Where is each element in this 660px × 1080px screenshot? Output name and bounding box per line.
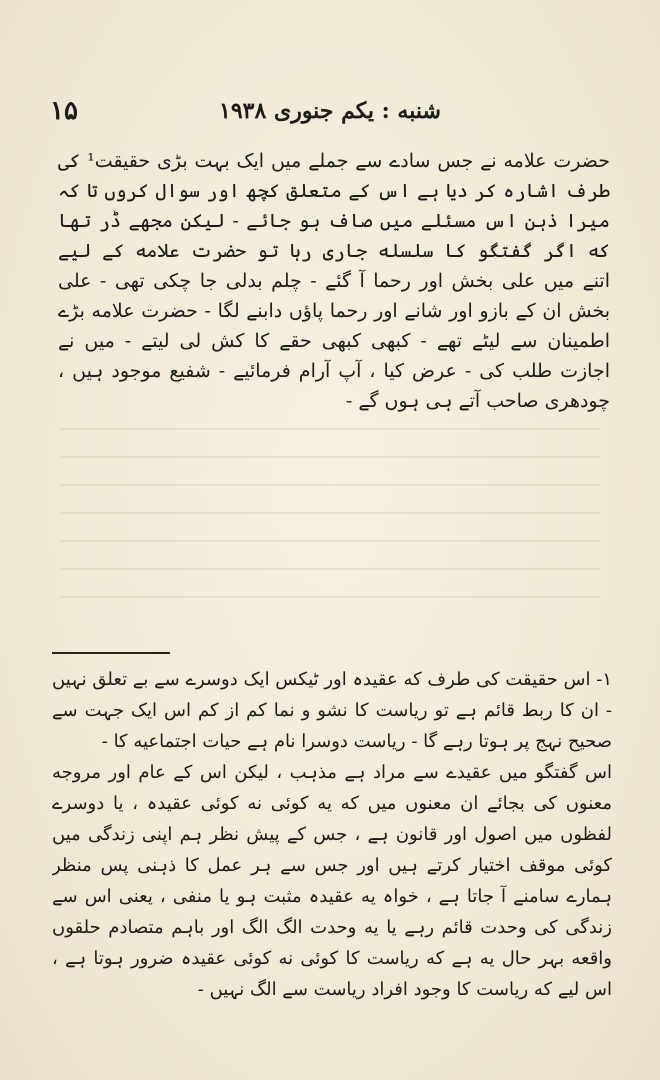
footnote-divider: [52, 652, 170, 654]
footnote-1-conclusion: واقعه بہر حال یه ہے که ریاست کا کوئی نه کوئی عقیدہ ضرور ہوتا ہے ، اس لیے که ریاست کا وجود افراد ریاست سے الگ نہیں -: [52, 948, 612, 1000]
page-header: [50, 96, 610, 132]
footnote-1: ۱- اس حقیقت کی طرف که عقیدہ اور ٹیکس ایک دوسرے سے بے تعلق نہیں - ان کا ربط قائم ہے تو ریاست کا نشو و نما کم از کم اس ایک جہت سے صحیح نہج پر ہوتا رہے گا - ریاست دوسرا نام ہے حیات اجتماعیه کا -: [52, 669, 612, 752]
paragraph-2: اتنے میں علی بخش اور رحما آ گئے - چلم بدلی جا چکی تھی - علی بخش ان کے بازو اور شانے اور رحما پاؤں دابنے لگا - حضرت علامه بڑے اطمینان سے لیٹے تھے - کبھی کبھی حقے کا کش لی لیتے - میں نے اجازت طلب کی - عرض کیا ، آپ آرام فرمائیے - شفیع موجود ہیں ، چودھری صاحب آتے ہی ہوں گے -: [58, 270, 610, 412]
running-head: شنبه : یکم جنوری ۱۹۳۸: [219, 98, 441, 124]
page-number: ۱۵: [50, 96, 78, 126]
footnote-1-continued: اس گفتگو میں عقیدے سے مراد ہے مذہب ، لیکن اس کے عام اور مروجه معنوں کی بجائے ان معنوں میں که یه کوئی نه کوئی عقیدہ ، یا دوسرے لفظوں میں اصول اور قانون ہے ، جس کے پیش نظر ہم اپنی زندگی میں کوئی موقف اختیار کرتے ہیں اور جس سے ہر عمل کا ذہنی پس منظر ہمارے سامنے آ جاتا ہے ، خواہ یه عقیدہ مثبت ہو یا منفی ، یعنی اس سے زندگی کی وحدت قائم رہے یا یه وحدت الگ الگ اور باہم متصادم حلقوں: [52, 762, 612, 938]
main-text: [58, 146, 610, 416]
footnotes: [52, 664, 612, 1005]
show-through-text: [60, 410, 600, 620]
paragraph-1: حضرت علامه نے جس سادے سے جملے میں ایک بہت بڑی حقیقت¹ کی طرف اشارہ کر دیا ہے اس کے متعلق کچھ اور سوال کروں تا کہ میرا ذہن اس مسئلے میں صاف ہو جائے - لیکن مجھے ڈر تھا که اگر گفتگو کا سلسله جاری رہا تو حضرت علامه کے لیے: [58, 150, 610, 262]
